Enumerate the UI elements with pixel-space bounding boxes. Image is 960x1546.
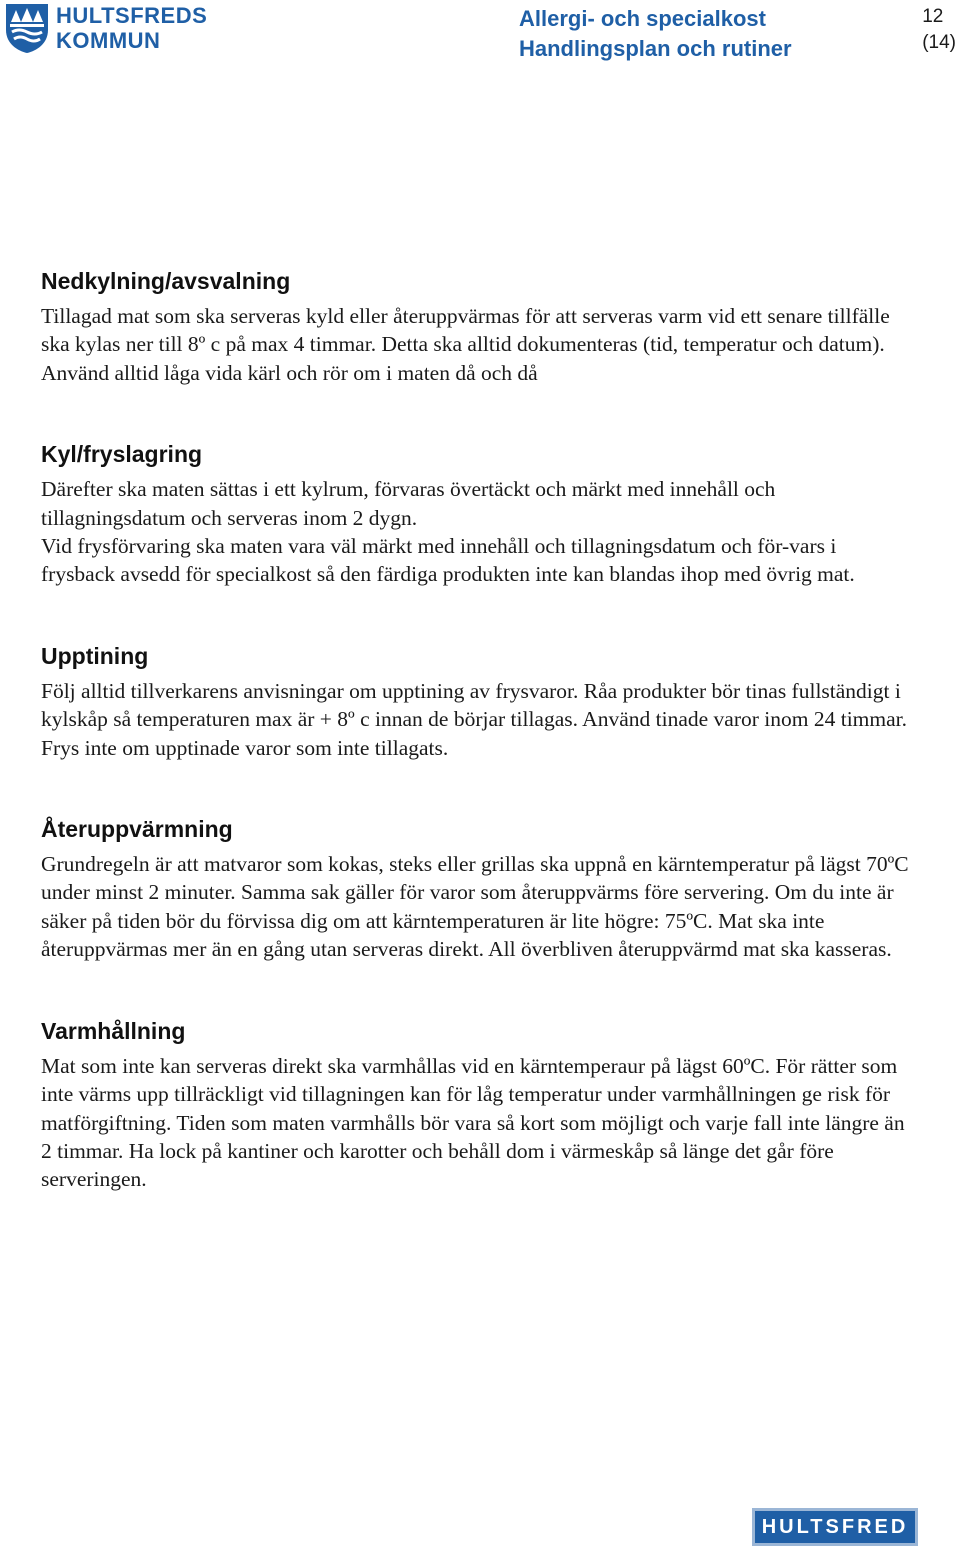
- page-current: 12: [922, 6, 944, 27]
- page-number: [922, 4, 956, 56]
- section-nedkylning: [41, 266, 911, 387]
- section-paragraph: Tillagad mat som ska serveras kyld eller återuppvärmas för att serveras varm vid ett senare tillfälle ska kylas ner till 8º c på max 4 timmar. Detta ska alltid dokumenteras (tid, temperatur och datum). Använd alltid låga vida kärl och rör om i maten då och då: [41, 304, 890, 385]
- logo-text-line2: KOMMUN: [56, 28, 161, 53]
- page-total: (14): [922, 32, 956, 53]
- logo-text-line1: HULTSFREDS: [56, 3, 208, 28]
- section-heading: Upptining: [41, 642, 149, 669]
- section-varmhallning: [41, 1016, 911, 1194]
- section-heading: Varmhållning: [41, 1017, 186, 1044]
- coat-of-arms-icon: [4, 2, 50, 54]
- municipality-logo: [4, 2, 214, 58]
- section-heading: Nedkylning/avsvalning: [41, 268, 291, 294]
- footer-logo-text: HULTSFRED: [761, 1515, 909, 1538]
- document-body: [41, 266, 911, 1246]
- section-ateruppvarmning: [41, 814, 911, 964]
- section-paragraph: Därefter ska maten sättas i ett kylrum, förvaras övertäckt och märkt med innehåll och tillagningsdatum och serveras inom 2 dygn.: [41, 477, 776, 530]
- section-paragraph: Mat som inte kan serveras direkt ska varmhållas vid en kärntemperaur på lägst 60ºC. För rätter som inte värms upp tillräckligt vid tillagningen kan för låg temperatur under varmhållningen ge risk för matförgiftning. Tiden som maten varmhålls bör vara så kort som möjligt och varje fall inte längre än 2 timmar. Ha lock på kantiner och karotter och behåll dom i värmeskåp så länge det går före serveringen.: [41, 1053, 905, 1192]
- document-title: [519, 4, 792, 64]
- section-paragraph: Följ alltid tillverkarens anvisningar om upptining av frysvaror. Råa produkter bör tinas fullständigt i kylskåp så temperaturen max är + 8º c innan de börjar tillagas. Använd tinade varor inom 24 timmar. Frys inte om upptinade varor som inte tillagats.: [41, 678, 908, 760]
- section-upptining: [41, 641, 911, 762]
- section-paragraph: Vid frysförvaring ska maten vara väl märkt med innehåll och tillagningsdatum och för-vars i frysback avsedd för specialkost så den färdiga produkten inte kan blandas ihop med övrig mat.: [41, 534, 855, 587]
- section-kyl-fryslagring: [41, 439, 911, 589]
- section-heading: Återuppvärmning: [41, 816, 233, 843]
- document-title-line2: Handlingsplan och rutiner: [519, 36, 792, 61]
- section-heading: Kyl/fryslagring: [41, 441, 203, 468]
- document-title-line1: Allergi- och specialkost: [519, 6, 766, 31]
- footer-logo: [752, 1508, 918, 1546]
- section-paragraph: Grundregeln är att matvaror som kokas, steks eller grillas ska uppnå en kärntemperatur på lägst 70ºC under minst 2 minuter. Samma sak gäller för varor som återuppvärms före servering. Om du inte är säker på tiden bör du förvissa dig om att kärntemperaturen är lite högre: 75ºC. Mat ska inte återuppvärmas mer än en gång utan serveras direkt. All överbliven återuppvärmd mat ska kasseras.: [41, 852, 909, 962]
